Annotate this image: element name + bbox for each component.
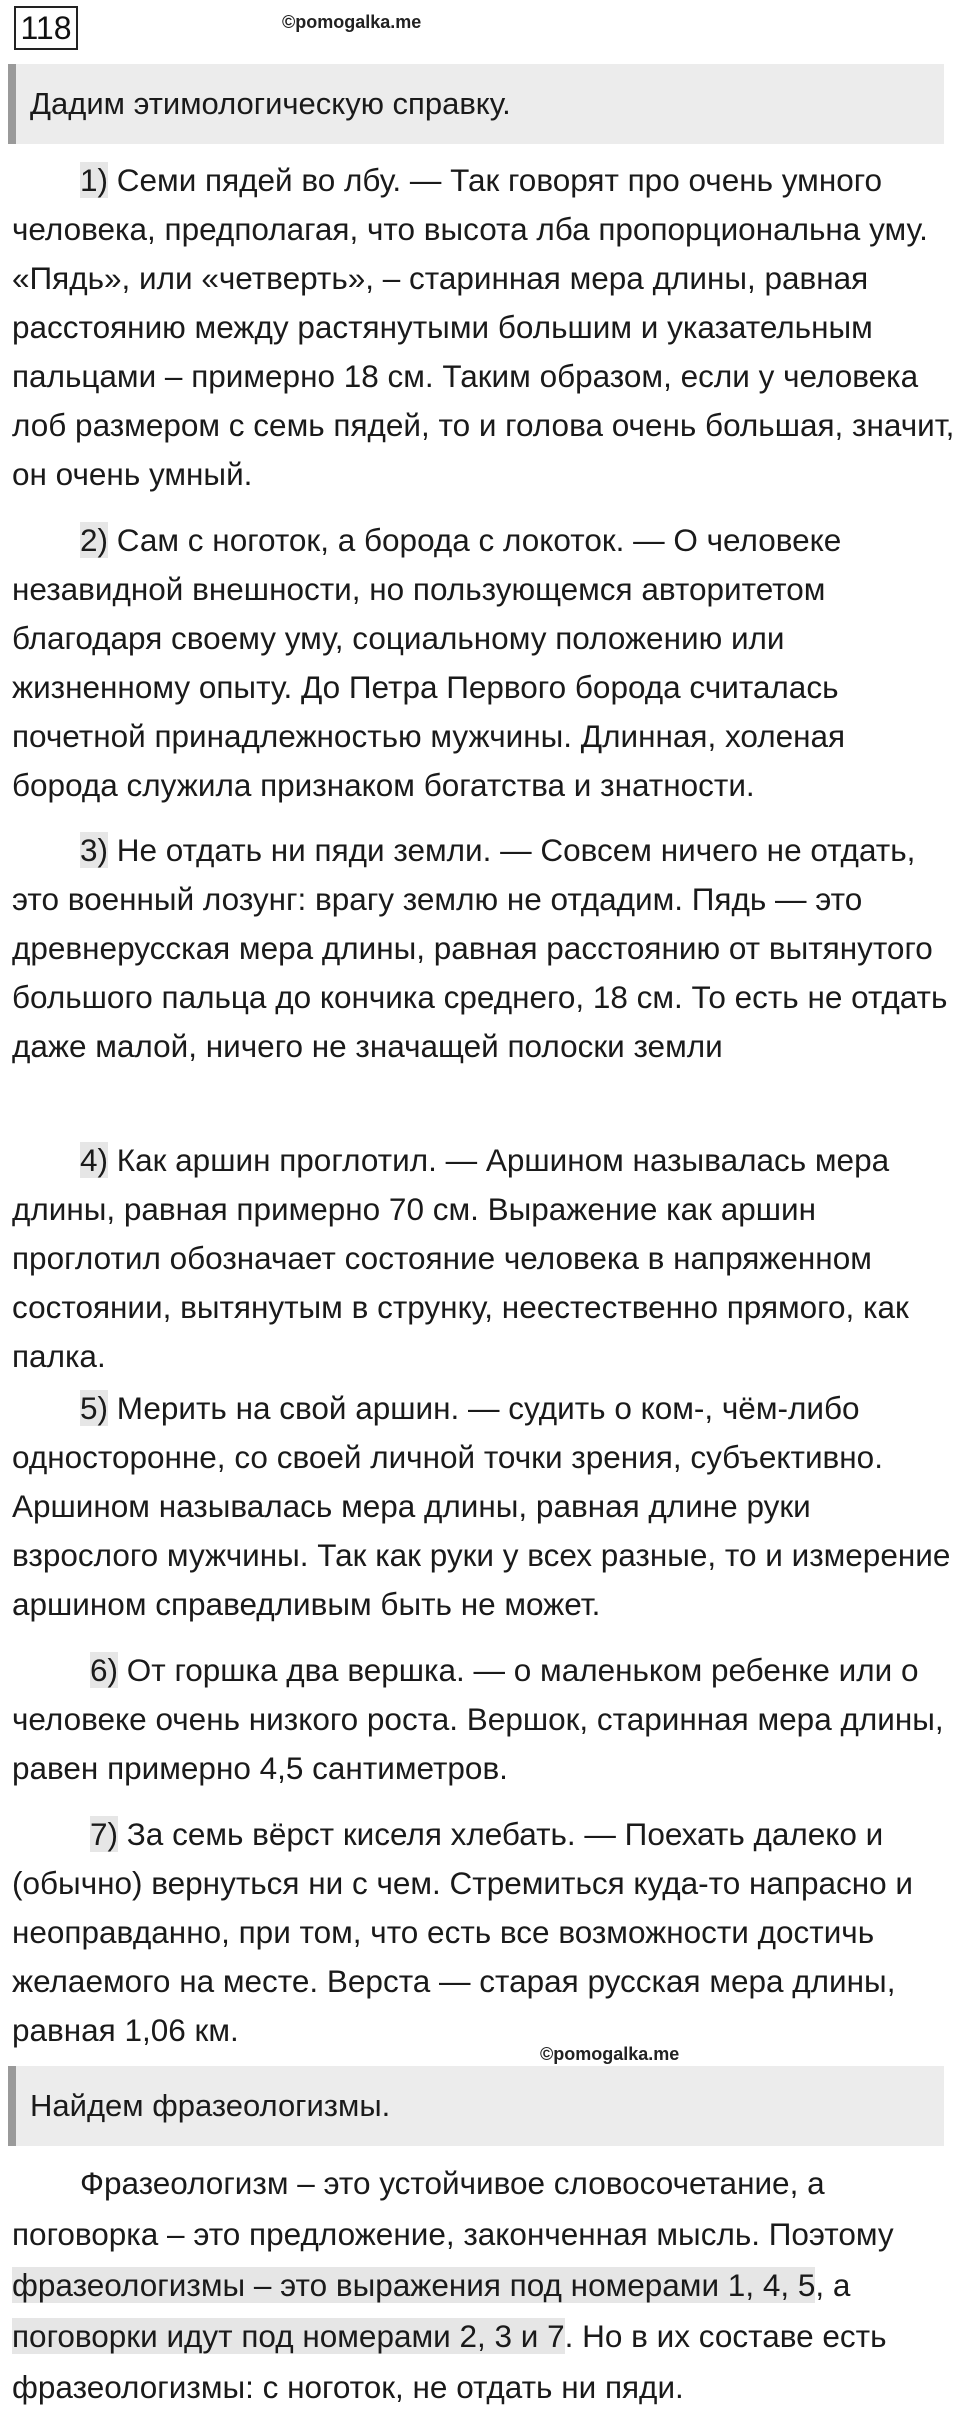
item-number: 6) <box>90 1652 119 1688</box>
item-number: 4) <box>80 1142 109 1178</box>
section-heading-phraseologisms: Найдем фразеологизмы. <box>8 2066 944 2146</box>
list-item <box>12 1646 956 1793</box>
watermark-bottom: ©pomogalka.me <box>540 2044 680 2064</box>
list-item <box>12 1384 956 1629</box>
list-item <box>12 826 956 1071</box>
exercise-number: 118 <box>14 6 78 50</box>
conclusion-text-2: , а <box>815 2267 851 2303</box>
list-item <box>12 1810 956 2055</box>
item-text: От горшка два вершка. — о маленьком ребенке или о человеке очень низкого роста. Вершок, старинная мера длины, равен примерно 4,5 сантиметров. <box>12 1652 944 1786</box>
item-number: 2) <box>80 522 109 558</box>
conclusion-text-1: Фразеологизм – это устойчивое словосочетание, а поговорка – это предложение, законченная мысль. Поэтому <box>12 2165 894 2252</box>
list-item <box>12 516 956 810</box>
item-text: Мерить на свой аршин. — судить о ком-, чём-либо односторонне, со своей личной точки зрения, субъективно. Аршином называлась мера длины, равная длине руки взрослого мужчины. Так как руки у всех разные, то и измерение аршином справедливым быть не может. <box>12 1390 951 1622</box>
item-text: Сам с ноготок, а борода с локоток. — О человеке незавидной внешности, но пользующемся авторитетом благодаря своему уму, социальному положению или жизненному опыту. До Петра Первого борода считалась почетной принадлежностью мужчины. Длинная, холеная борода служила признаком богатства и знатности. <box>12 522 846 803</box>
watermark-top: ©pomogalka.me <box>282 12 422 32</box>
highlight-sayings: поговорки идут под номерами 2, 3 и 7 <box>12 2318 565 2354</box>
conclusion-text-3: . Но в их составе есть фразеологизмы: с ноготок, не отдать ни пяди. <box>12 2318 887 2405</box>
conclusion-paragraph <box>12 2158 956 2413</box>
list-item <box>12 1136 956 1381</box>
item-number: 1) <box>80 162 109 198</box>
item-text: Как аршин проглотил. — Аршином называлась мера длины, равная примерно 70 см. Выражение как аршин проглотил обозначает состояние человека в напряженном состоянии, вытянутым в струнку, неестественно прямого, как палка. <box>12 1142 909 1374</box>
highlight-phraseologisms: фразеологизмы – это выражения под номерами 1, 4, 5 <box>12 2267 816 2303</box>
item-number: 3) <box>80 832 109 868</box>
item-number: 7) <box>90 1816 119 1852</box>
item-number: 5) <box>80 1390 109 1426</box>
item-text: Семи пядей во лбу. — Так говорят про очень умного человека, предполагая, что высота лба пропорциональна уму. «Пядь», или «четверть», – старинная мера длины, равная расстоянию между растянутыми большим и указательным пальцами – примерно 18 см. Таким образом, если у человека лоб размером с семь пядей, то и голова очень большая, значит, он очень умный. <box>12 162 955 492</box>
list-item <box>12 156 956 499</box>
item-text: За семь вёрст киселя хлебать. — Поехать далеко и (обычно) вернуться ни с чем. Стремиться куда-то напрасно и неоправданно, при том, что есть все возможности достичь желаемого на месте. Верста — старая русская мера длины, равная 1,06 км. <box>12 1816 914 2048</box>
section-heading-etymology: Дадим этимологическую справку. <box>8 64 944 144</box>
item-text: Не отдать ни пяди земли. — Совсем ничего не отдать, это военный лозунг: врагу землю не отдадим. Пядь — это древнерусская мера длины, равная расстоянию от вытянутого большого пальца до кончика среднего, 18 см. То есть не отдать даже малой, ничего не значащей полоски земли <box>12 832 948 1064</box>
